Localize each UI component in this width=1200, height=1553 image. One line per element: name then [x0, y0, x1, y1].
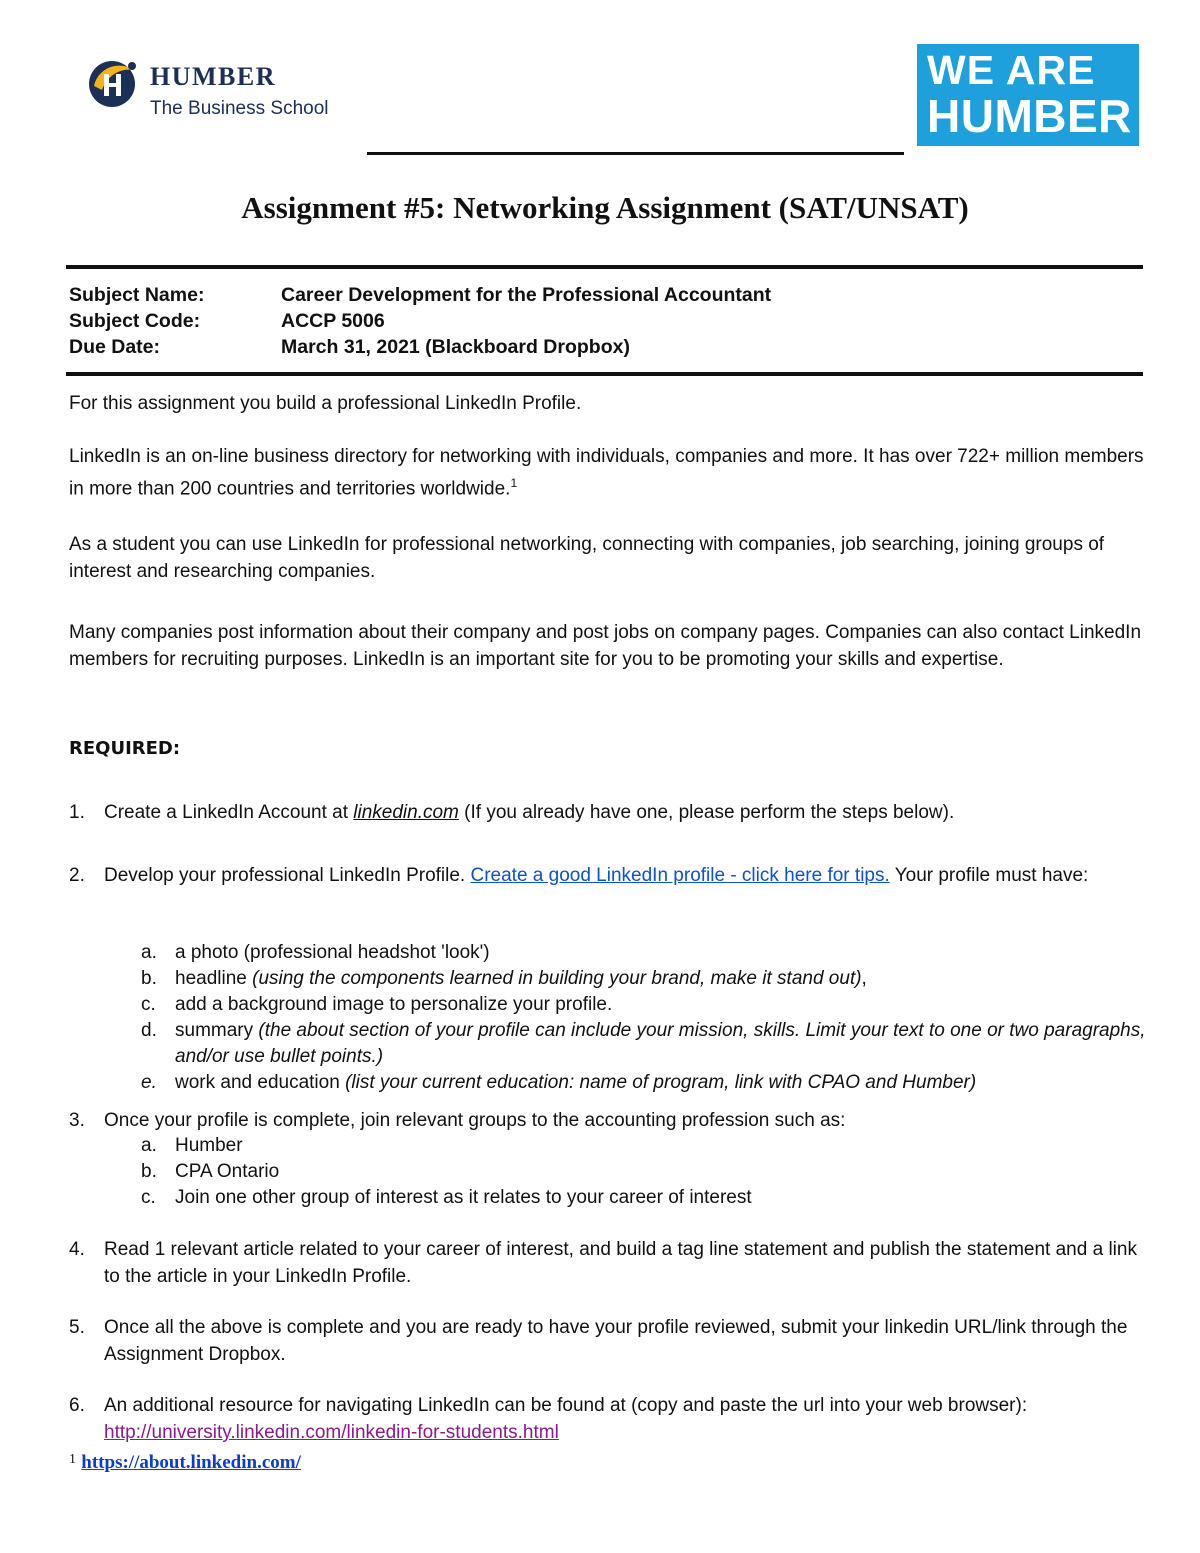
- linkedin-link[interactable]: linkedin.com: [353, 802, 459, 823]
- due-date-label: Due Date:: [69, 336, 161, 358]
- intro-paragraph-4: Many companies post information about their company and post jobs on company pages. Companies can also contact LinkedIn members for recruiting purposes. LinkedIn is an important site for you to be promoting your skills and expertise.: [69, 622, 1142, 670]
- step-2-sub-a: [141, 940, 1151, 966]
- due-date-value: March 31, 2021 (Blackboard Dropbox): [281, 336, 630, 358]
- step-4-text: Read 1 relevant article related to your career of interest, and build a tag line statement and publish the statement and a link to the article in your LinkedIn Profile.: [104, 1239, 1137, 1287]
- required-heading: REQUIRED:: [69, 738, 181, 759]
- sub-letter: e.: [141, 1072, 157, 1093]
- logo-name: HUMBER: [150, 62, 276, 91]
- sub-text: add a background image to personalize your profile.: [175, 994, 613, 1015]
- sub-letter: d.: [141, 1020, 157, 1041]
- profile-tips-link[interactable]: Create a good LinkedIn profile - click here for tips.: [470, 865, 890, 886]
- step-5-text: Once all the above is complete and you are ready to have your profile reviewed, submit your linkedin URL/link through the Assignment Dropbox.: [104, 1317, 1128, 1365]
- step-3: [69, 1107, 1149, 1134]
- intro-paragraph-1: For this assignment you build a professional LinkedIn Profile.: [69, 393, 582, 414]
- step-2-sub-c: [141, 992, 1151, 1018]
- sub-letter: a.: [141, 1135, 157, 1156]
- page-title: Assignment #5: Networking Assignment (SAT/UNSAT): [241, 190, 969, 225]
- intro-paragraph-2-text: LinkedIn is an on-line business directory for networking with individuals, companies and more. It has over 722+ million members in more than 200 countries and territories worldwide.: [69, 446, 1144, 500]
- sub-text: Join one other group of interest as it relates to your career of interest: [175, 1187, 752, 1208]
- step-number: 2.: [69, 865, 85, 886]
- sub-text: Humber: [175, 1135, 243, 1156]
- sub-text: a photo (professional headshot 'look'): [175, 942, 490, 963]
- we-are-humber-banner: [917, 44, 1139, 146]
- sub-text-plain: headline: [175, 968, 253, 989]
- step-number: 5.: [69, 1317, 85, 1338]
- subject-code-value: ACCP 5006: [281, 310, 385, 332]
- sub-text-italic: (list your current education: name of program, link with CPAO and Humber): [345, 1072, 977, 1093]
- banner-line-1: WE ARE: [927, 47, 1096, 93]
- step-3-text: Once your profile is complete, join relevant groups to the accounting profession such as:: [104, 1110, 846, 1131]
- step-5: [69, 1314, 1149, 1368]
- sub-letter: a.: [141, 942, 157, 963]
- sub-text-italic: (using the components learned in building your brand, make it stand out): [252, 968, 862, 989]
- step-1-text: [104, 799, 1149, 826]
- step-1-post: (If you already have one, please perform the steps below).: [458, 802, 955, 823]
- step-number: 1.: [69, 802, 85, 823]
- sub-text: [175, 1018, 1155, 1070]
- subject-code-label: Subject Code:: [69, 310, 201, 332]
- sub-text-plain: work and education: [175, 1072, 346, 1093]
- subject-info: [69, 282, 1149, 362]
- step-6-text: [104, 1392, 1149, 1446]
- info-top-divider: [66, 265, 1143, 269]
- step-number: 6.: [69, 1395, 85, 1416]
- footnote-ref[interactable]: 1: [510, 476, 518, 490]
- footnote: [69, 1452, 301, 1474]
- humber-emblem-icon: [88, 56, 144, 112]
- sub-letter: b.: [141, 968, 157, 989]
- sub-text-plain: summary: [175, 1020, 259, 1041]
- step-2-pre: Develop your professional LinkedIn Profile.: [104, 865, 471, 886]
- step-1-pre: Create a LinkedIn Account at: [104, 802, 354, 823]
- sub-text-tail: ,: [861, 968, 867, 989]
- linkedin-students-link[interactable]: http://university.linkedin.com/linkedin-for-students.html: [104, 1422, 559, 1443]
- intro-paragraph-2: [69, 443, 1149, 502]
- subject-name-value: Career Development for the Professional Accountant: [281, 284, 772, 306]
- footnote-number: 1: [69, 1452, 76, 1467]
- step-2-text: [104, 862, 1149, 889]
- sub-text: [175, 966, 1155, 992]
- sub-text-italic: (the about section of your profile can include your mission, skills. Limit your text to one or two paragraphs, and/or use bullet points.): [175, 1020, 1146, 1067]
- sub-text: CPA Ontario: [175, 1161, 280, 1182]
- step-2: [69, 862, 1149, 916]
- subject-name-label: Subject Name:: [69, 284, 205, 306]
- info-bottom-divider: [66, 372, 1143, 376]
- sub-letter: c.: [141, 994, 156, 1015]
- banner-line-2: HUMBER: [927, 90, 1132, 142]
- step-3-sub-c: [141, 1185, 1151, 1211]
- step-3-sub-b: [141, 1159, 1151, 1185]
- step-2-sub-e: [141, 1070, 1151, 1096]
- sub-text: [175, 1070, 1155, 1096]
- sub-letter: c.: [141, 1187, 156, 1208]
- step-number: 3.: [69, 1110, 85, 1131]
- intro-paragraph-3: As a student you can use LinkedIn for professional networking, connecting with companies, job searching, joining groups of interest and researching companies.: [69, 534, 1105, 582]
- humber-logo: [88, 56, 348, 126]
- step-3-sub-a: [141, 1133, 1151, 1159]
- step-2-sub-b: [141, 966, 1151, 992]
- step-number: 4.: [69, 1239, 85, 1260]
- step-2-post: Your profile must have:: [889, 865, 1089, 886]
- step-1: [69, 799, 1149, 826]
- sub-letter: b.: [141, 1161, 157, 1182]
- step-2-sub-d: [141, 1018, 1151, 1070]
- header-divider: [367, 152, 904, 155]
- footnote-link[interactable]: https://about.linkedin.com/: [81, 1452, 301, 1473]
- step-6: [69, 1392, 1149, 1446]
- logo-subtitle: The Business School: [150, 98, 329, 119]
- step-6-pre: An additional resource for navigating LinkedIn can be found at (copy and paste the url into your web browser):: [104, 1395, 1028, 1416]
- step-4: [69, 1236, 1149, 1290]
